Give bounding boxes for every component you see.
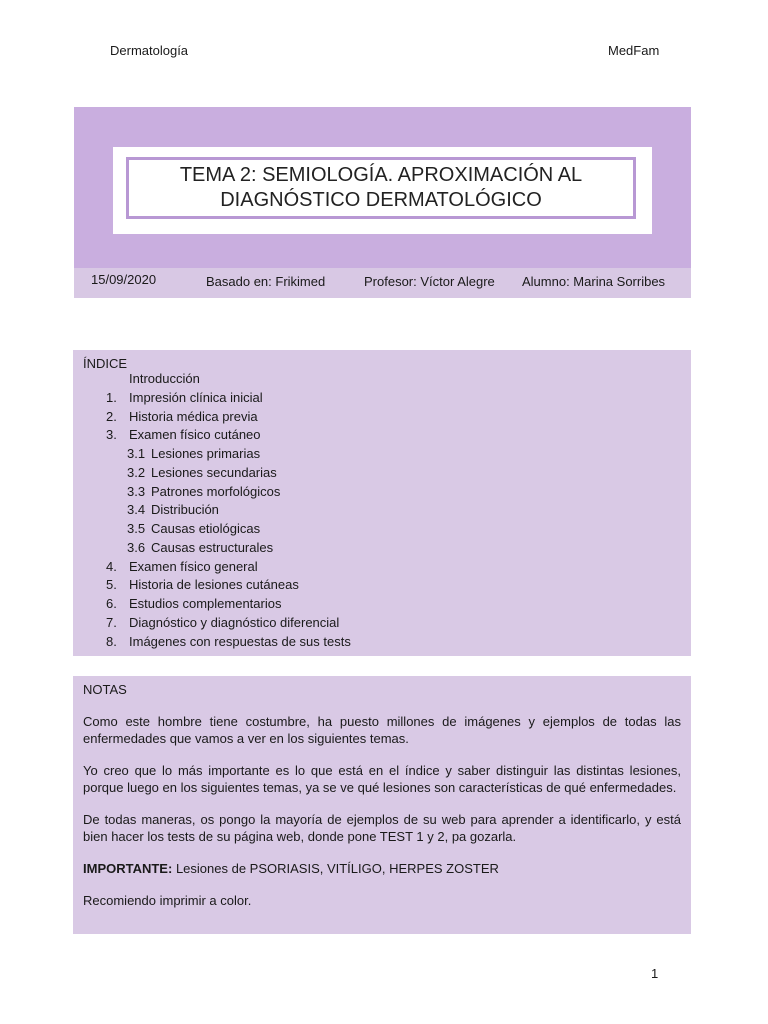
page-number: 1 [651, 966, 659, 981]
index-item-number: 3.5 [127, 521, 146, 536]
index-item-label: Examen físico general [129, 558, 258, 574]
index-item-label: Distribución [151, 502, 219, 518]
important-label: IMPORTANTE: [83, 861, 173, 876]
meta-professor: Profesor: Víctor Alegre [364, 274, 495, 289]
index-item-label: Lesiones primarias [151, 446, 261, 461]
index-item-number: 5. [106, 577, 117, 593]
index-item-label: Introducción [129, 371, 200, 386]
notes-paragraph-1: Como este hombre tiene costumbre, ha puesto millones de imágenes y ejemplos de todas las enfermedades que vamos a ver en los siguientes temas. [83, 714, 681, 746]
index-item-number: 3.4 [127, 502, 146, 518]
notes-important [83, 860, 681, 877]
notes-heading: NOTAS [83, 682, 127, 697]
index-item-label: Lesiones secundarias [151, 464, 277, 480]
index-item-label: Estudios complementarios [129, 596, 282, 611]
index-section [73, 350, 691, 656]
index-item-number: 3.3 [127, 483, 146, 499]
header-right: MedFam [608, 43, 660, 58]
notes-paragraph-3: De todas maneras, os pongo la mayoría de ejemplos de su web para aprender a identificarlo, y está bien hacer los tests de su página web, donde pone TEST 1 y 2, pa gozarla. [83, 812, 681, 844]
index-item-number: 3.2 [127, 464, 146, 480]
index-item-number: 3.1 [127, 446, 146, 461]
index-item-number: 2. [106, 408, 117, 424]
page-title [126, 157, 636, 219]
title-line-2: DIAGNÓSTICO DERMATOLÓGICO [220, 189, 542, 211]
index-item-label: Examen físico cutáneo [129, 427, 261, 443]
index-item-label: Diagnóstico y diagnóstico diferencial [129, 614, 340, 630]
index-heading: ÍNDICE [83, 356, 128, 371]
meta-date: 15/09/2020 [91, 272, 157, 287]
index-item-number: 6. [106, 596, 117, 611]
notes-paragraph-2: Yo creo que lo más importante es lo que está en el índice y saber distinguir las distintas lesiones, porque luego en los siguientes temas, ya se ve qué lesiones son características de qué enfermedades. [83, 763, 681, 795]
title-line-1: TEMA 2: SEMIOLOGÍA. APROXIMACIÓN AL [179, 164, 583, 186]
index-item-label: Historia médica previa [129, 408, 258, 424]
index-item-label: Imágenes con respuestas de sus tests [129, 633, 351, 649]
index-item-label: Causas estructurales [151, 539, 274, 555]
index-item-label: Causas etiológicas [151, 521, 261, 536]
index-item-label: Patrones morfológicos [151, 483, 281, 499]
index-item-number: 3. [106, 427, 117, 443]
index-item-number: 1. [106, 389, 117, 405]
meta-bar [74, 268, 691, 298]
notes-section [73, 676, 691, 934]
meta-based-on: Basado en: Frikimed [206, 274, 326, 289]
index-item-label: Impresión clínica inicial [129, 389, 263, 405]
index-item-number: 3.6 [127, 539, 146, 555]
important-text: Lesiones de PSORIASIS, VITÍLIGO, HERPES ZOSTER [175, 861, 499, 876]
index-item-number: 8. [106, 633, 117, 649]
index-item-number: 4. [106, 558, 117, 574]
notes-paragraph-5: Recomiendo imprimir a color. [83, 893, 252, 908]
meta-student: Alumno: Marina Sorribes [522, 274, 666, 289]
header-left: Dermatología [110, 43, 189, 58]
index-item-label: Historia de lesiones cutáneas [129, 577, 299, 593]
index-item-number: 7. [106, 614, 117, 630]
